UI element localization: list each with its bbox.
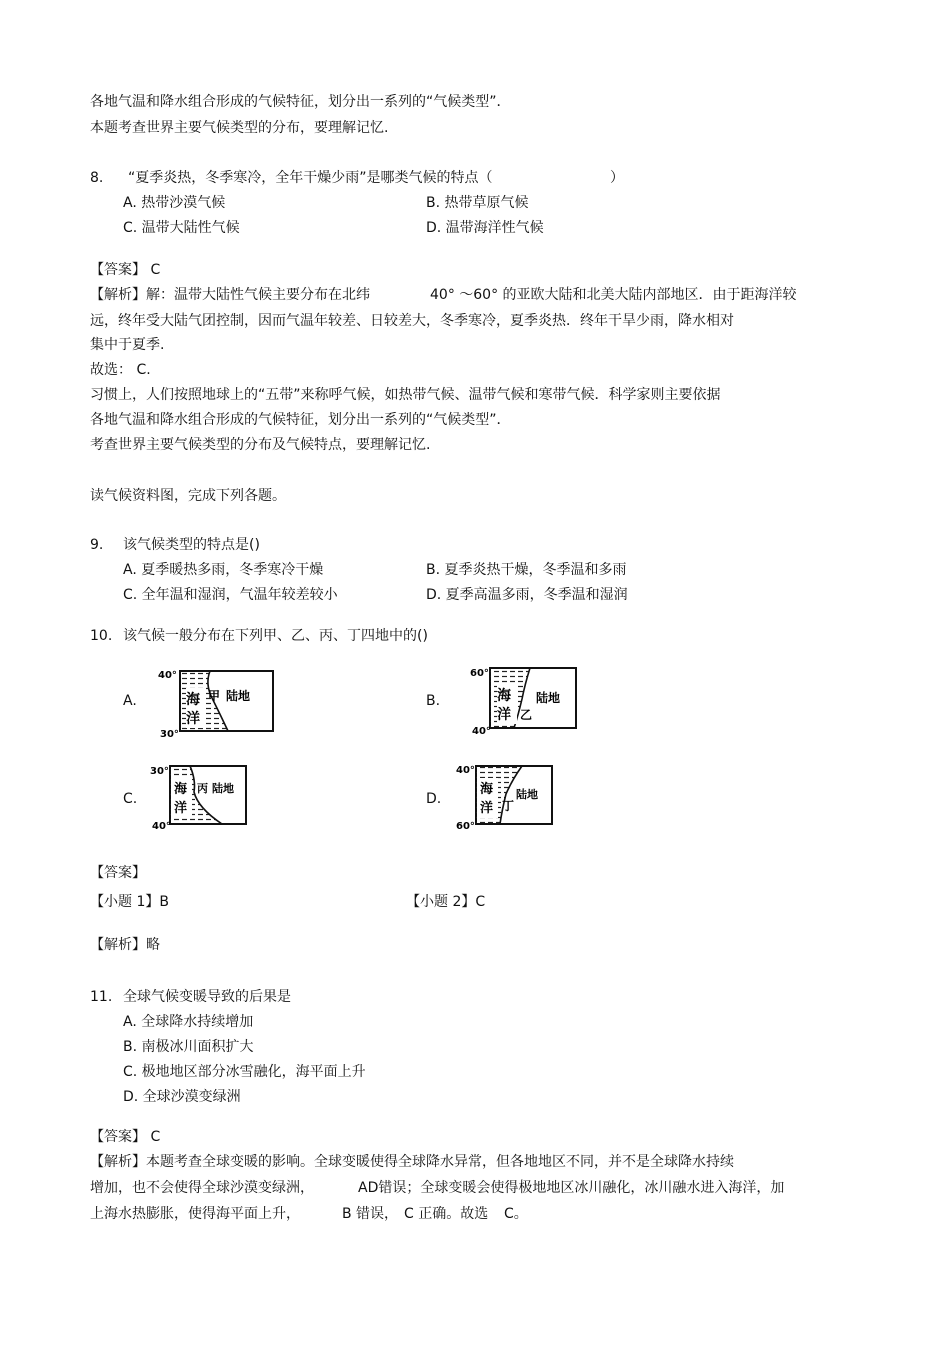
q11-explanation-3d: C。: [504, 1206, 528, 1222]
q11-option-c: C. 极地地区部分冰雪融化，海平面上升: [123, 1064, 366, 1080]
map-d-sea-char-2: 洋: [480, 801, 494, 816]
map-b-mark: 乙: [520, 708, 533, 722]
q10-sub-answer-2: 【小题 2】C: [406, 894, 486, 910]
map-a-sea-char-2: 洋: [186, 711, 200, 727]
q8-number: 8.: [90, 170, 104, 186]
map-c-mark: 丙: [197, 782, 208, 795]
q8-option-d: D. 温带海洋性气候: [426, 220, 544, 236]
q10-number: 10.: [90, 628, 113, 644]
q8-stem: “夏季炎热，冬季寒冷，全年干燥少雨”是哪类气候的特点（: [128, 170, 493, 186]
q9-option-d: D. 夏季高温多雨，冬季温和湿润: [426, 587, 628, 603]
q11-explanation-3b: B 错误，: [342, 1206, 399, 1222]
map-a-land: 陆地: [226, 689, 251, 703]
q8-explanation-1b: 40° ～60° 的亚欧大陆和北美大陆内部地区．由于距海洋较: [430, 287, 797, 303]
map-d-land: 陆地: [516, 788, 538, 801]
q8-answer: 【答案】 C: [90, 262, 161, 278]
q8-option-b: B. 热带草原气候: [426, 195, 529, 211]
map-a-sea-char-1: 海: [186, 692, 200, 708]
read-prompt: 读气候资料图，完成下列各题。: [90, 488, 286, 504]
map-a-top-latitude: 40°: [158, 670, 177, 681]
map-a: [158, 666, 278, 740]
q11-explanation-3c: C 正确。故选: [404, 1206, 489, 1222]
map-b-bottom-latitude: 40°: [472, 726, 491, 737]
q8-close-paren: ）: [610, 170, 624, 186]
q10-option-a-label: A.: [123, 693, 137, 709]
q9-option-b: B. 夏季炎热干燥，冬季温和多雨: [426, 562, 627, 578]
q11-option-a: A. 全球降水持续增加: [123, 1014, 254, 1030]
q8-explanation-5: 习惯上，人们按照地球上的“五带”来称呼气候，如热带气候、温带气候和寒带气候．科学家则主要依据: [90, 387, 721, 403]
q9-option-c: C. 全年温和湿润，气温年较差较小: [123, 587, 338, 603]
q11-explanation-3a: 上海水热膨胀，使得海平面上升，: [90, 1206, 300, 1222]
q8-option-a: A. 热带沙漠气候: [123, 195, 226, 211]
q10-sub-answer-1: 【小题 1】B: [90, 894, 169, 910]
map-d-mark: 丁: [502, 799, 515, 813]
q10-answer: 【答案】: [90, 865, 146, 881]
q11-explanation-2a: 增加，也不会使得全球沙漠变绿洲，: [90, 1180, 314, 1196]
map-d-top-latitude: 40°: [456, 765, 475, 776]
q11-option-d: D. 全球沙漠变绿洲: [123, 1089, 241, 1105]
q11-option-b: B. 南极冰川面积扩大: [123, 1039, 254, 1055]
q11-number: 11.: [90, 989, 113, 1005]
map-c-top-latitude: 30°: [150, 766, 169, 777]
map-d-bottom-latitude: 60°: [456, 821, 475, 832]
q11-explanation-2b: AD错误；全球变暖会使得极地地区冰川融化，冰川融水进入海洋，加: [358, 1180, 785, 1196]
map-a-bottom-latitude: 30°: [160, 729, 179, 740]
q10-option-c-label: C.: [123, 791, 138, 807]
map-c-land: 陆地: [212, 782, 234, 795]
map-b-top-latitude: 60°: [470, 668, 489, 679]
map-d: [456, 760, 558, 832]
q8-explanation-4: 故选： C.: [90, 362, 151, 378]
map-b: [470, 664, 585, 738]
q10-option-d-label: D.: [426, 791, 442, 807]
map-a-mark: 甲: [208, 689, 221, 703]
q9-stem: 该气候类型的特点是(): [123, 537, 260, 553]
q11-stem: 全球气候变暖导致的后果是: [123, 989, 291, 1005]
map-c: [150, 762, 255, 832]
q9-option-a: A. 夏季暖热多雨，冬季寒冷干燥: [123, 562, 324, 578]
map-c-sea-char-1: 海: [174, 782, 188, 797]
map-b-land: 陆地: [536, 691, 561, 705]
map-c-sea-char-2: 洋: [174, 801, 188, 816]
map-d-sea-char-1: 海: [480, 782, 494, 797]
q8-option-c: C. 温带大陆性气候: [123, 220, 240, 236]
q11-explanation-1: 【解析】本题考查全球变暖的影响。全球变暖使得全球降水异常，但各地地区不同，并不是全球降水持续: [90, 1154, 734, 1170]
intro-line-1: 各地气温和降水组合形成的气候特征，划分出一系列的“气候类型”．: [90, 94, 511, 110]
q8-explanation-3: 集中于夏季.: [90, 337, 165, 353]
map-c-bottom-latitude: 40°: [152, 821, 171, 832]
q8-explanation-2: 远，终年受大陆气团控制，因而气温年较差、日较差大，冬季寒冷，夏季炎热．终年干旱少雨，降水相对: [90, 313, 734, 329]
q9-number: 9.: [90, 537, 104, 553]
q11-answer: 【答案】 C: [90, 1129, 161, 1145]
q10-stem: 该气候一般分布在下列甲、乙、丙、丁四地中的(): [123, 628, 428, 644]
q8-explanation-6: 各地气温和降水组合形成的气候特征，划分出一系列的“气候类型”．: [90, 412, 511, 428]
q8-explanation-7: 考查世界主要气候类型的分布及气候特点，要理解记忆.: [90, 437, 431, 453]
q8-explanation-1a: 【解析】解：温带大陆性气候主要分布在北纬: [90, 287, 370, 303]
map-b-sea-char-2: 洋: [497, 707, 511, 723]
intro-line-2: 本题考查世界主要气候类型的分布，要理解记忆.: [90, 120, 389, 136]
q10-explanation: 【解析】略: [90, 937, 160, 953]
q10-option-b-label: B.: [426, 693, 441, 709]
map-b-sea-char-1: 海: [497, 688, 511, 704]
